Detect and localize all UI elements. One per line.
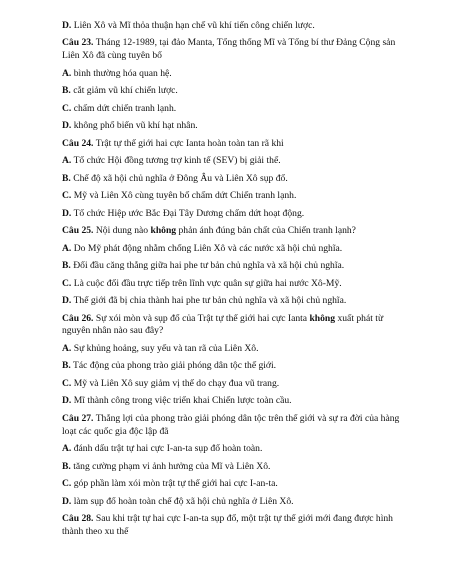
option-text: Do Mỹ phát động nhằm chống Liên Xô và các nước xã hội chủ nghĩa.	[73, 242, 343, 254]
option-b	[62, 461, 408, 474]
option-label: A.	[62, 242, 72, 254]
option-label: A.	[62, 443, 72, 455]
option-label: C.	[62, 277, 72, 289]
option-d	[62, 395, 408, 408]
question-number: Câu 26.	[62, 312, 94, 324]
option-label: D.	[62, 207, 72, 219]
option-label: D.	[62, 395, 72, 407]
question-text-cont: Liên Xô đã cùng tuyên bố	[62, 50, 162, 62]
question-number: Câu 25.	[62, 225, 94, 237]
option-text: Tổ chức Hiệp ước Bắc Đại Tây Dương chấm dứt hoạt động.	[73, 207, 305, 219]
question-27	[62, 413, 408, 439]
option-b	[62, 260, 408, 273]
option-label: A.	[62, 67, 72, 79]
question-number: Câu 24.	[62, 137, 94, 149]
option-c	[62, 378, 408, 391]
option-text: Liên Xô và Mĩ thỏa thuận hạn chế vũ khí tiến công chiến lược.	[73, 20, 315, 31]
option-text: đánh dấu trật tự hai cực I-an-ta sụp đổ hoàn toàn.	[73, 443, 263, 455]
option-text: làm sụp đổ hoàn toàn chế độ xã hội chủ nghĩa ở Liên Xô.	[73, 495, 294, 507]
option-label: B.	[62, 85, 71, 97]
option-d	[62, 295, 408, 308]
option-a	[62, 68, 408, 81]
option-text: Mỹ và Liên Xô suy giảm vị thế do chạy đua vũ trang.	[73, 377, 280, 389]
option-label: B.	[62, 360, 71, 372]
option-text: Đối đầu căng thẳng giữa hai phe tư bản chủ nghĩa và xã hội chủ nghĩa.	[73, 260, 345, 272]
option-label: A.	[62, 155, 72, 167]
option-a	[62, 243, 408, 256]
option-d-prev	[62, 20, 408, 33]
option-a	[62, 443, 408, 456]
question-text: Sau khi trật tự hai cực I-an-ta sụp đổ, một trật tự thế giới mới đang được hình	[95, 512, 393, 524]
option-b	[62, 85, 408, 98]
question-text: Nội dung nào	[95, 225, 151, 237]
question-26	[62, 313, 408, 339]
option-c	[62, 278, 408, 291]
option-text: Mỹ và Liên Xô cùng tuyên bố chấm dứt Chiến tranh lạnh.	[73, 190, 297, 202]
question-number: Câu 23.	[62, 37, 94, 49]
option-label: C.	[62, 102, 72, 114]
option-label: B.	[62, 260, 71, 272]
question-text-cont: loạt các quốc gia độc lập đã	[62, 425, 169, 437]
option-d	[62, 120, 408, 133]
question-text: phản ánh đúng bản chất của Chiến tranh lạnh?	[176, 225, 356, 237]
option-a	[62, 155, 408, 168]
option-label: C.	[62, 377, 72, 389]
keyword-emphasis: không	[309, 312, 336, 324]
option-text: tăng cường phạm vi ảnh hưởng của Mĩ và Liên Xô.	[73, 460, 271, 472]
question-23	[62, 37, 408, 63]
question-number: Câu 27.	[62, 412, 94, 424]
option-text: Chế độ xã hội chủ nghĩa ở Đông Âu và Liên Xô sụp đổ.	[73, 172, 288, 184]
option-a	[62, 343, 408, 356]
question-text: xuất phát từ	[335, 312, 384, 324]
option-text: không phổ biến vũ khí hạt nhân.	[73, 120, 198, 132]
option-text: Sự khủng hoảng, suy yếu và tan rã của Liên Xô.	[73, 342, 259, 354]
question-28	[62, 513, 408, 539]
option-text: cắt giảm vũ khí chiến lược.	[73, 85, 178, 97]
option-text: chấm dứt chiến tranh lạnh.	[73, 102, 177, 114]
question-25	[62, 225, 408, 238]
question-text: Thắng lợi của phong trào giải phóng dân tộc trên thế giới và sự ra đời của hàng	[95, 412, 400, 424]
option-text: Tác động của phong trào giải phóng dân tộc thế giới.	[73, 360, 277, 372]
option-text: bình thường hóa quan hệ.	[73, 67, 172, 79]
option-d	[62, 208, 408, 221]
option-text: góp phần làm xói mòn trật tự thế giới hai cực I-an-ta.	[73, 478, 278, 490]
option-label: D.	[62, 495, 72, 507]
question-text-cont: thành theo xu thế	[62, 525, 129, 537]
question-text-cont: nguyên nhân nào sau đây?	[62, 325, 164, 337]
option-text: Là cuộc đối đầu trực tiếp trên lĩnh vực quân sự giữa hai nước Xô-Mỹ.	[73, 277, 342, 289]
option-d	[62, 496, 408, 509]
option-text: Thế giới đã bị chia thành hai phe tư bản chủ nghĩa và xã hội chủ nghĩa.	[73, 295, 347, 307]
keyword-emphasis: không	[150, 225, 177, 237]
option-text: Mĩ thành công trong việc triển khai Chiến lược toàn cầu.	[73, 395, 292, 407]
document-page	[62, 20, 408, 543]
option-c	[62, 190, 408, 203]
question-text: Trật tự thế giới hai cực Ianta hoàn toàn tan rã khi	[95, 137, 284, 149]
option-label: D.	[62, 120, 72, 132]
question-text: Tháng 12-1989, tại đảo Manta, Tổng thống Mĩ và Tổng bí thư Đảng Cộng sản	[95, 37, 396, 49]
option-label: D.	[62, 20, 72, 31]
option-b	[62, 360, 408, 373]
option-label: B.	[62, 172, 71, 184]
question-24	[62, 138, 408, 151]
option-label: A.	[62, 342, 72, 354]
question-number: Câu 28.	[62, 512, 94, 524]
option-text: Tổ chức Hội đồng tương trợ kinh tế (SEV) bị giải thể.	[73, 155, 281, 167]
option-label: C.	[62, 190, 72, 202]
option-label: B.	[62, 460, 71, 472]
option-label: D.	[62, 295, 72, 307]
option-c	[62, 103, 408, 116]
option-b	[62, 173, 408, 186]
question-text: Sự xói mòn và sụp đổ của Trật tự thế giới hai cực Ianta	[95, 312, 310, 324]
option-label: C.	[62, 478, 72, 490]
option-c	[62, 478, 408, 491]
